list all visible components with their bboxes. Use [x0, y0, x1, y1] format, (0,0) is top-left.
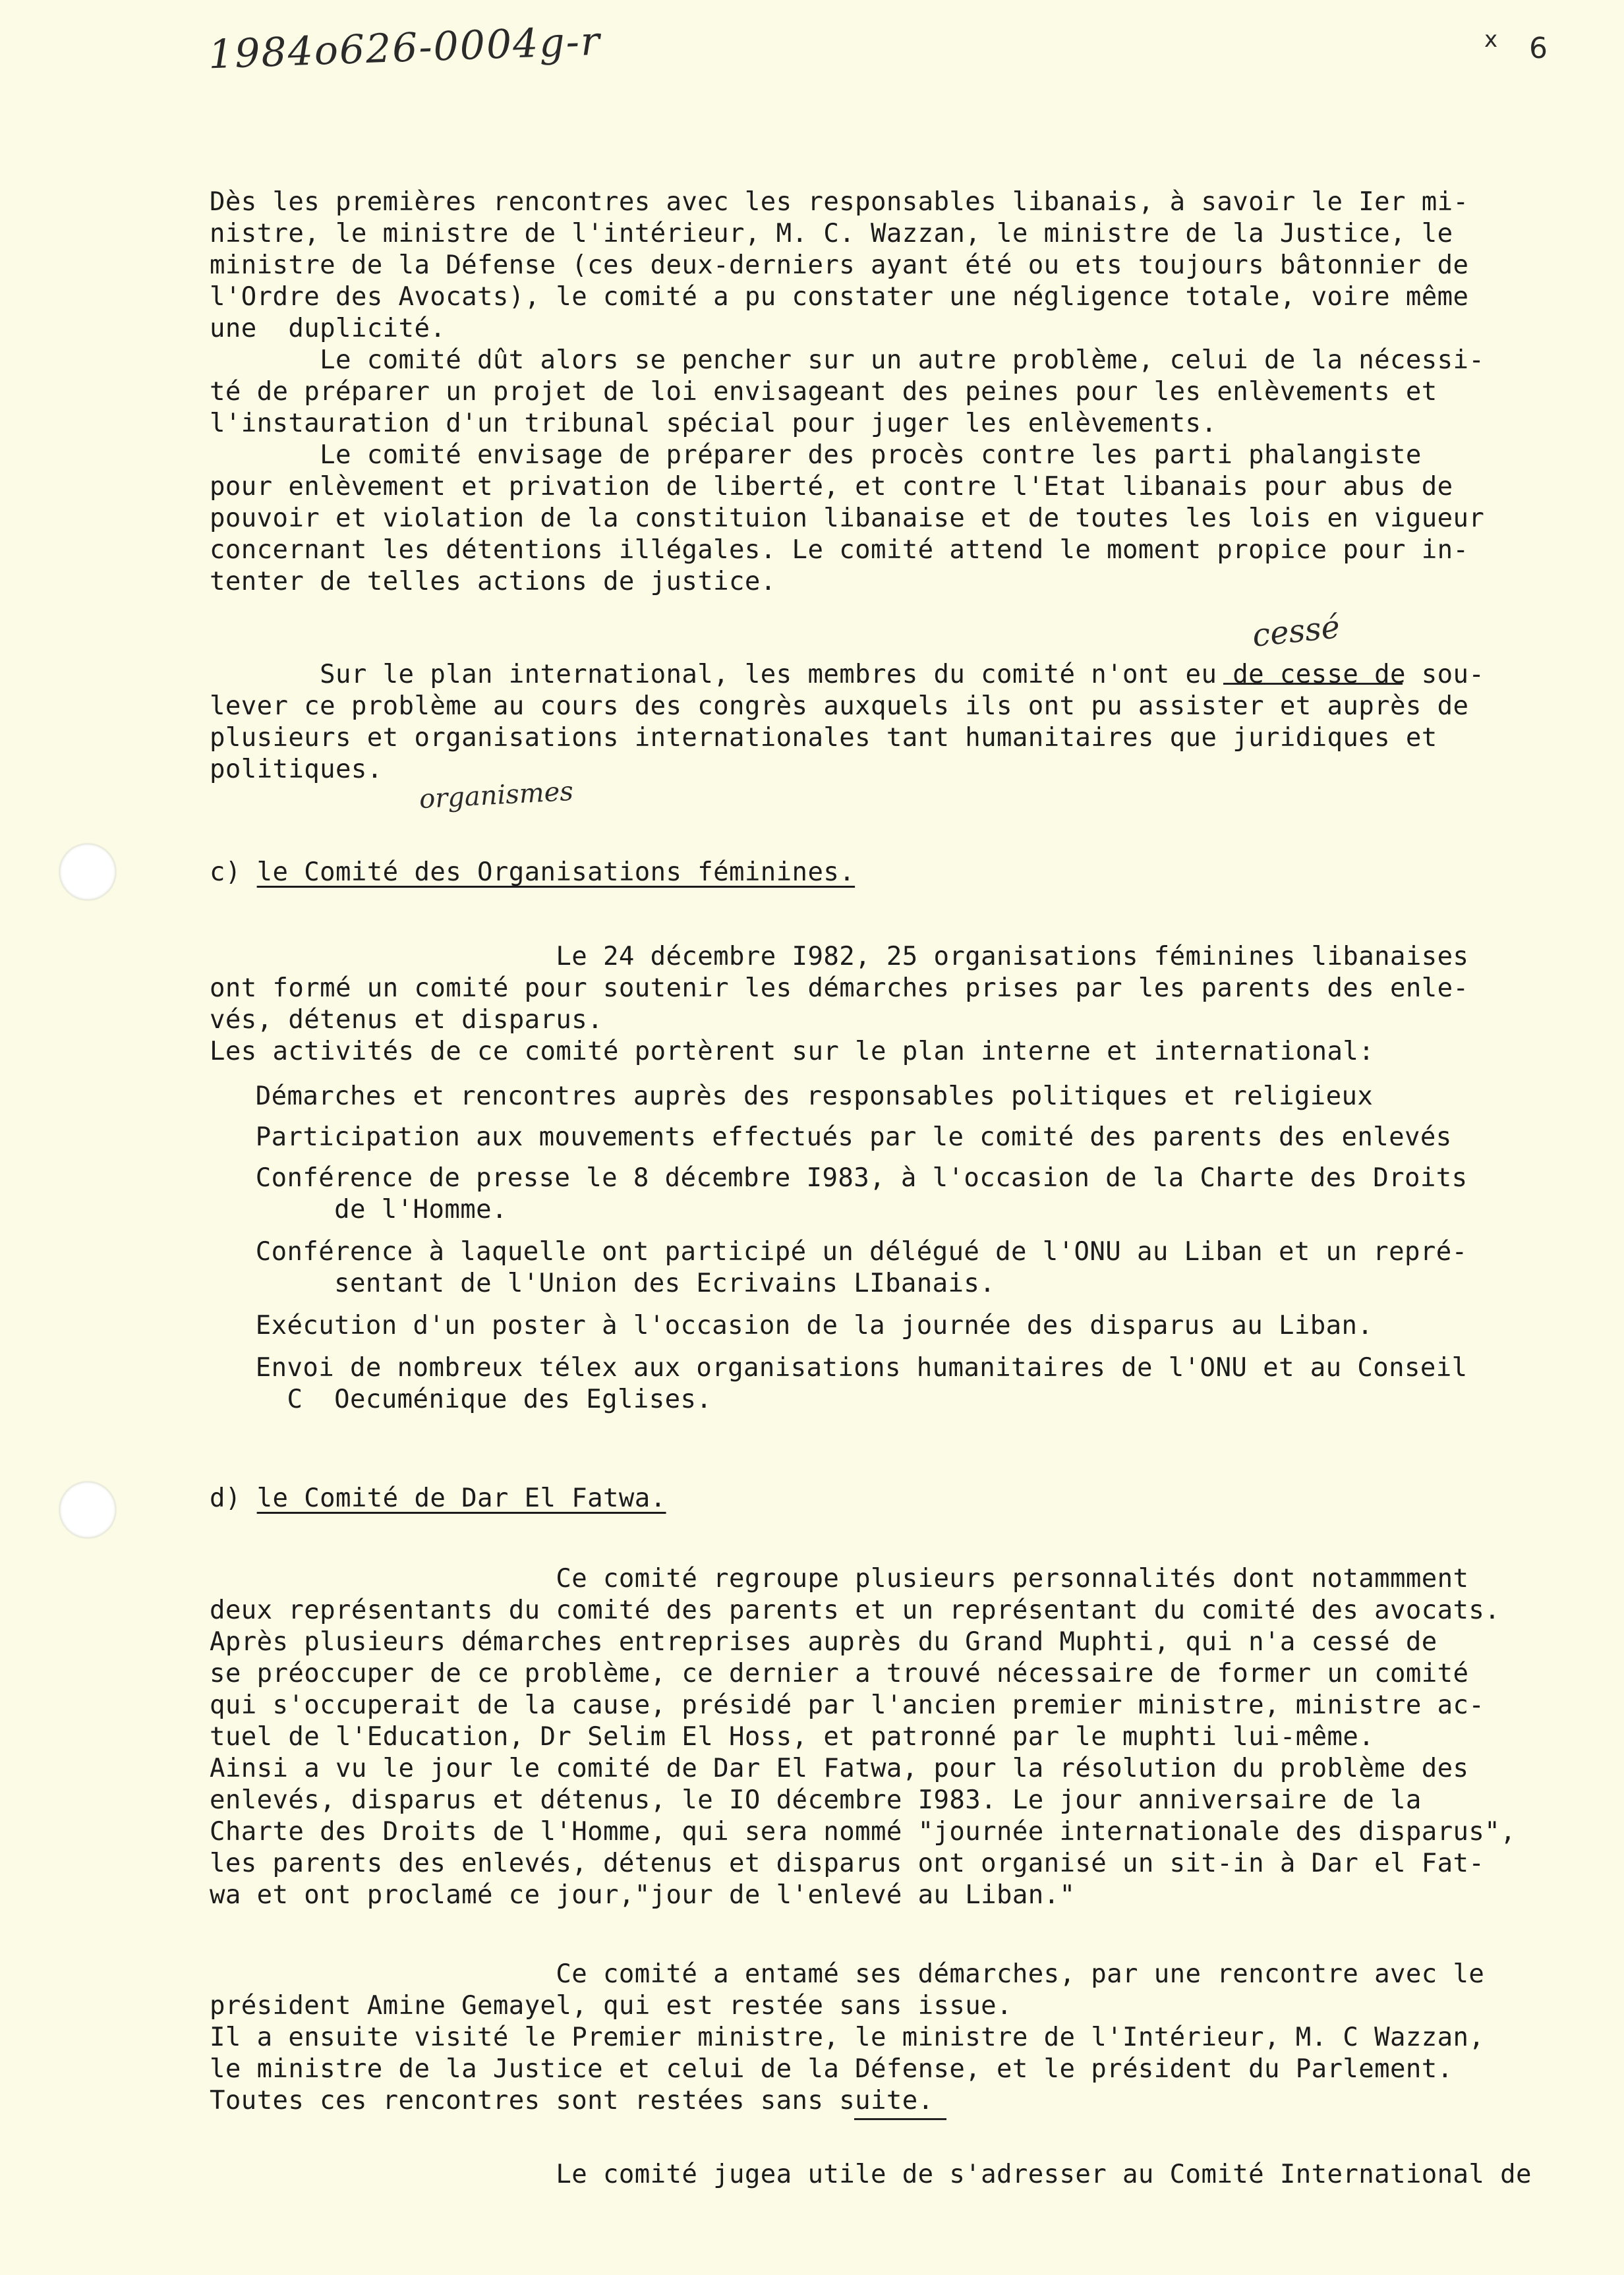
list-item: Conférence à laquelle ont participé un délégué de l'ONU au Liban et un repré-: [224, 1237, 1468, 1267]
handwritten-underline: [854, 2118, 946, 2120]
text-line: l'instauration d'un tribunal spécial pour juger les enlèvements.: [210, 409, 1217, 438]
section-heading-c: [210, 857, 855, 888]
list-item: sentant de l'Union des Ecrivains LIbanais.: [224, 1269, 996, 1298]
text-line: Le comité envisage de préparer des procès contre les parti phalangiste: [210, 440, 1422, 470]
text-line: Ce comité a entamé ses démarches, par une rencontre avec le: [210, 1959, 1485, 1989]
text-line: Sur le plan international, les membres du comité n'ont eu de cesse de sou-: [210, 660, 1485, 689]
punch-hole: [59, 844, 116, 900]
text-line: Ce comité regroupe plusieurs personnalités dont notammment: [210, 1564, 1469, 1594]
text-line: nistre, le ministre de l'intérieur, M. C. Wazzan, le ministre de la Justice, le: [210, 219, 1453, 248]
text-line: ont formé un comité pour soutenir les démarches prises par les parents des enle-: [210, 973, 1469, 1003]
text-line: pouvoir et violation de la constituion libanaise et de toutes les lois en vigueur: [210, 504, 1485, 533]
text-line: qui s'occuperait de la cause, présidé par l'ancien premier ministre, ministre ac-: [210, 1690, 1485, 1720]
list-item: Conférence de presse le 8 décembre I983, à l'occasion de la Charte des Droits: [224, 1163, 1468, 1193]
text-line: se préoccuper de ce problème, ce dernier a trouvé nécessaire de former un comité: [210, 1659, 1469, 1688]
text-line: Le comité jugea utile de s'adresser au Comité International de: [210, 2160, 1532, 2189]
text-line: le ministre de la Justice et celui de la Défense, et le président du Parlement.: [210, 2054, 1453, 2084]
list-item: Envoi de nombreux télex aux organisations humanitaires de l'ONU et au Conseil: [224, 1353, 1468, 1383]
section-label: d): [210, 1483, 257, 1513]
text-line: té de préparer un projet de loi envisageant des peines pour les enlèvements et: [210, 377, 1437, 407]
corner-mark: x: [1484, 26, 1498, 53]
section-title: le Comité des Organisations féminines.: [256, 857, 856, 887]
section-heading-d: [210, 1483, 666, 1514]
archive-reference: 1984o626-0004g-r: [207, 18, 602, 78]
text-line: Dès les premières rencontres avec les responsables libanais, à savoir le Ier mi-: [210, 187, 1469, 217]
correction-underline: [1223, 683, 1403, 685]
list-item: Participation aux mouvements effectués par le comité des parents des enlevés: [224, 1122, 1452, 1152]
list-item: de l'Homme.: [224, 1195, 508, 1224]
text-line: Le comité dût alors se pencher sur un autre problème, celui de la nécessi-: [210, 345, 1485, 375]
text-line: Après plusieurs démarches entreprises auprès du Grand Muphti, qui n'a cessé de: [210, 1627, 1437, 1657]
text-line: Les activités de ce comité portèrent sur le plan interne et international:: [210, 1037, 1375, 1066]
text-line: politiques.: [210, 755, 383, 784]
list-item: C Oecuménique des Eglises.: [224, 1385, 712, 1414]
text-line: Ainsi a vu le jour le comité de Dar El Fatwa, pour la résolution du problème des: [210, 1754, 1469, 1783]
text-line: l'Ordre des Avocats), le comité a pu constater une négligence totale, voire même: [210, 282, 1469, 312]
text-line: Il a ensuite visité le Premier ministre, le ministre de l'Intérieur, M. C Wazzan,: [210, 2023, 1485, 2052]
text-line: une duplicité.: [210, 314, 446, 343]
punch-hole: [59, 1482, 116, 1538]
text-line: plusieurs et organisations internationales tant humanitaires que juridiques et: [210, 723, 1437, 753]
handwritten-correction: cessé: [1250, 608, 1342, 654]
text-line: ministre de la Défense (ces deux-derniers ayant été ou ets toujours bâtonnier de: [210, 250, 1469, 280]
text-line: Le 24 décembre I982, 25 organisations féminines libanaises: [210, 942, 1469, 971]
text-line: lever ce problème au cours des congrès auxquels ils ont pu assister et auprès de: [210, 691, 1469, 721]
text-line: vés, détenus et disparus.: [210, 1005, 603, 1035]
text-line: les parents des enlevés, détenus et disparus ont organisé un sit-in à Dar el Fat-: [210, 1849, 1485, 1878]
text-line: tenter de telles actions de justice.: [210, 567, 776, 596]
text-line: Toutes ces rencontres sont restées sans suite.: [210, 2086, 934, 2116]
text-line: Charte des Droits de l'Homme, qui sera nommé "journée internationale des disparus",: [210, 1817, 1517, 1847]
text-line: pour enlèvement et privation de liberté, et contre l'Etat libanais pour abus de: [210, 472, 1453, 502]
section-title: le Comité de Dar El Fatwa.: [256, 1483, 666, 1513]
text-line: tuel de l'Education, Dr Selim El Hoss, et patronné par le muphti lui-même.: [210, 1722, 1375, 1752]
text-line: wa et ont proclamé ce jour,"jour de l'enlevé au Liban.": [210, 1880, 1076, 1910]
text-line: concernant les détentions illégales. Le comité attend le moment propice pour in-: [210, 535, 1469, 565]
handwritten-correction: organismes: [418, 776, 574, 815]
list-item: Exécution d'un poster à l'occasion de la journée des disparus au Liban.: [224, 1311, 1374, 1340]
text-line: deux représentants du comité des parents et un représentant du comité des avocats.: [210, 1596, 1501, 1625]
page-number: 6: [1529, 32, 1548, 65]
text-line: président Amine Gemayel, qui est restée sans issue.: [210, 1991, 1012, 2021]
list-item: Démarches et rencontres auprès des responsables politiques et religieux: [224, 1081, 1374, 1111]
section-label: c): [210, 857, 257, 887]
text-line: enlevés, disparus et détenus, le IO décembre I983. Le jour anniversaire de la: [210, 1785, 1422, 1815]
